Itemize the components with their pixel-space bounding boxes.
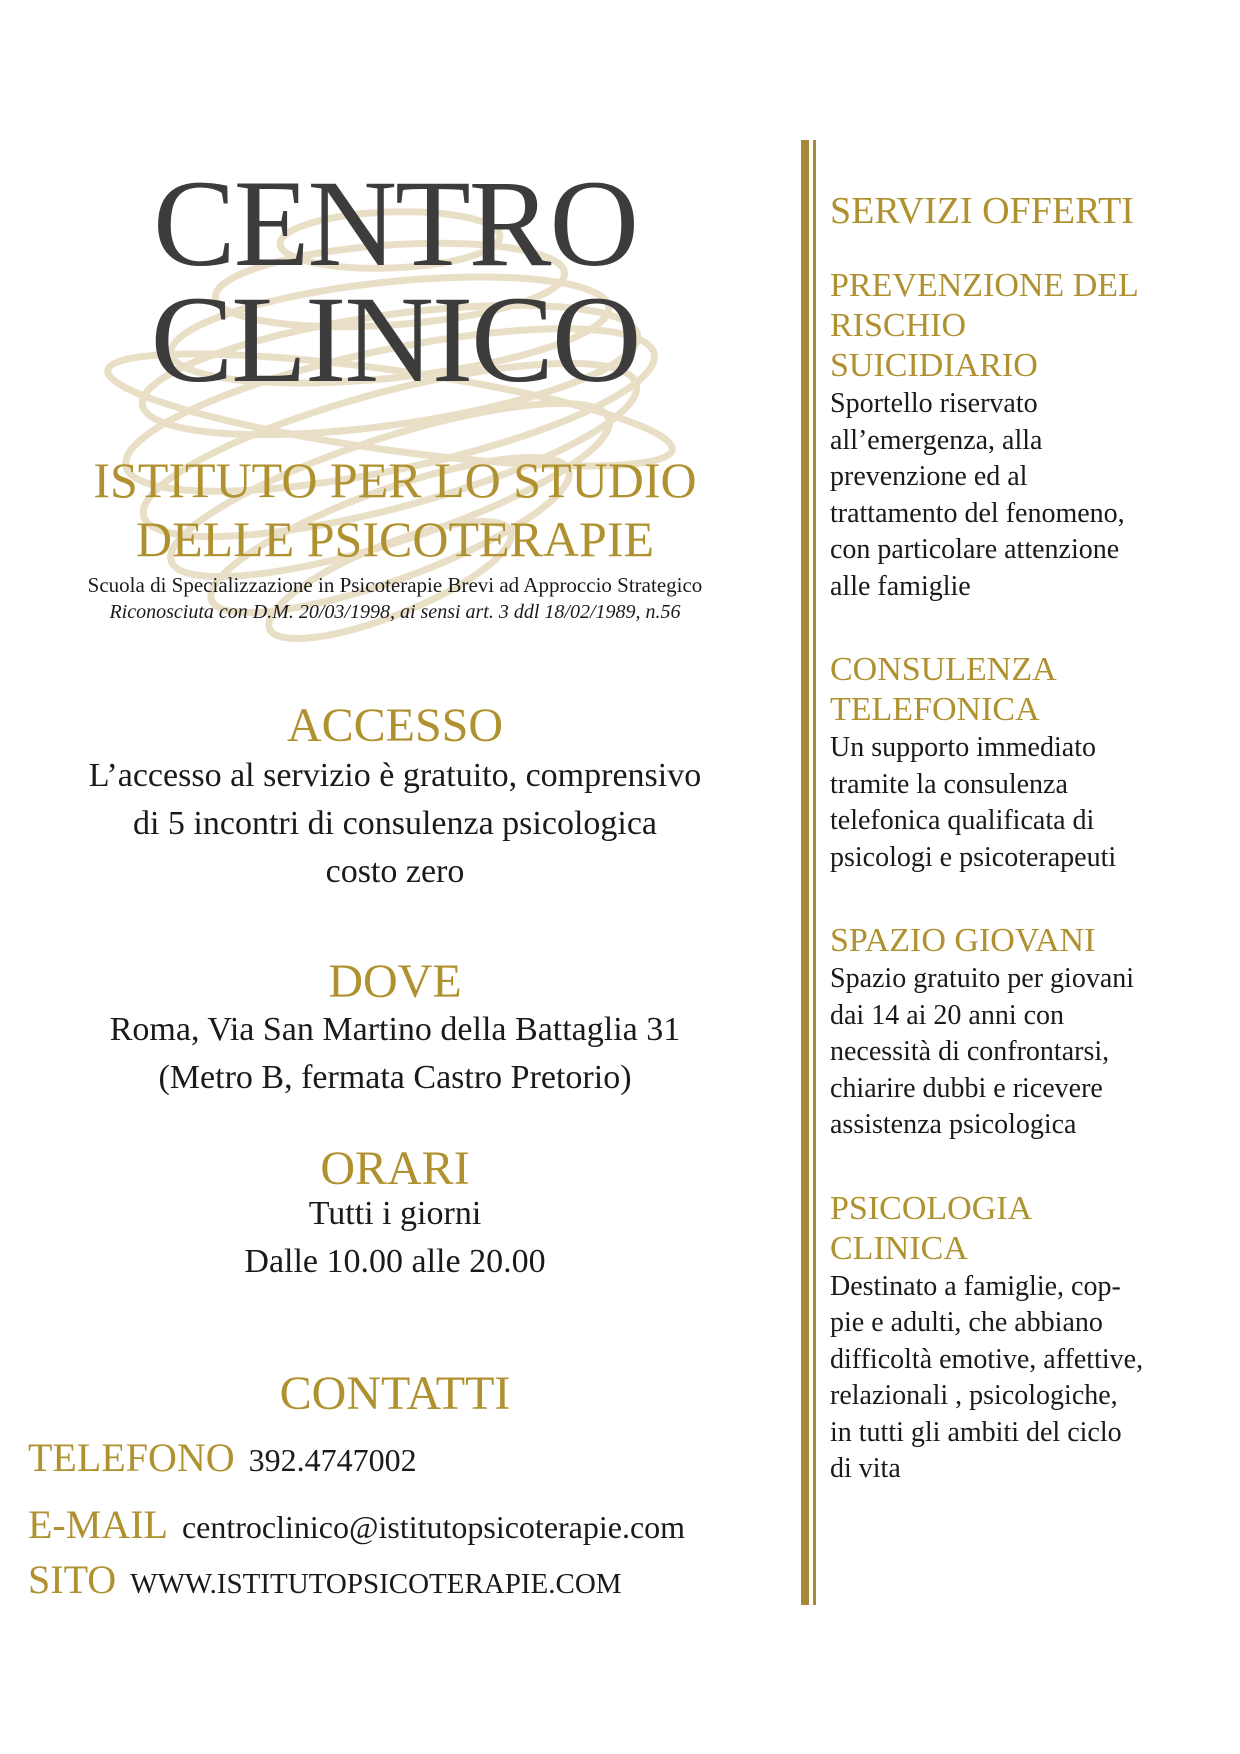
service-title — [830, 921, 1230, 961]
title-clinico: CLINICO — [150, 271, 640, 408]
recognition-note: Riconosciuta con D.M. 20/03/1998, ai sensi art. 3 ddl 18/02/1989, n.56 — [109, 601, 681, 623]
service-title-line: SPAZIO GIOVANI — [830, 922, 1096, 959]
service-desc-line: Destinato a famiglie, cop- — [830, 1270, 1121, 1302]
contact-website-row — [28, 1557, 622, 1602]
service-desc-line: dai 14 ai 20 anni con — [830, 999, 1065, 1031]
column-divider-thin — [813, 140, 816, 1605]
service-title — [830, 1189, 1230, 1269]
accesso-line: di 5 incontri di consulenza psicologica — [132, 805, 658, 842]
services-column — [830, 192, 1230, 1533]
phone-link[interactable]: 392.4747002 — [248, 1442, 417, 1478]
website-label: SITO — [28, 1557, 117, 1602]
contact-email-row — [28, 1502, 686, 1547]
institute-name-line2: DELLE PSICOTERAPIE — [135, 511, 655, 567]
services-title: SERVIZI OFFERTI — [830, 190, 1134, 232]
service-desc-line: trattamento del fenomeno, — [830, 497, 1125, 529]
contatti-heading: CONTATTI — [279, 1367, 511, 1420]
accesso-heading: ACCESSO — [286, 699, 504, 752]
service-desc-line: relazionali , psicologiche, — [830, 1380, 1118, 1411]
service-desc-line: chiarire dubbi e ricevere — [830, 1072, 1103, 1104]
service-desc-line: prevenzione ed al — [830, 461, 1028, 492]
service-desc-line: all’emergenza, alla — [830, 424, 1043, 456]
service-title — [830, 266, 1230, 386]
dove-heading: DOVE — [328, 955, 462, 1008]
phone-label: TELEFONO — [28, 1435, 235, 1480]
service-desc-line: di vita — [830, 1453, 901, 1484]
service-desc-line: con particolare attenzione — [830, 534, 1120, 565]
service-desc-line: necessità di confrontarsi, — [830, 1036, 1110, 1067]
orari-line: Tutti i giorni — [308, 1195, 482, 1232]
service-desc-line: in tutti gli ambiti del ciclo — [830, 1416, 1122, 1448]
service-title-line: RISCHIO — [830, 307, 967, 344]
institute-name-line1: ISTITUTO PER LO STUDIO — [93, 452, 697, 508]
service-desc-line: telefonica qualificata di — [830, 805, 1095, 836]
orari-heading: ORARI — [320, 1142, 470, 1195]
service-desc-line: Un supporto immediato — [830, 732, 1096, 763]
orari-line: Dalle 10.00 alle 20.00 — [244, 1243, 546, 1280]
accesso-line: L’accesso al servizio è gratuito, comprensivo — [88, 757, 702, 794]
service-description — [830, 730, 1230, 876]
service-description — [830, 386, 1230, 605]
service-description — [830, 961, 1230, 1144]
service-title-line: PSICOLOGIA — [830, 1189, 1033, 1227]
service-desc-line: alle famiglie — [830, 570, 971, 602]
accesso-line: costo zero — [325, 853, 465, 890]
contact-phone-row — [28, 1435, 417, 1480]
orari-text — [0, 1190, 790, 1286]
service-title-line: TELEFONICA — [830, 691, 1040, 728]
service-item-prevenzione — [830, 266, 1230, 605]
service-desc-line: difficoltà emotive, affettive, — [830, 1343, 1144, 1375]
service-item-psicologia-clinica — [830, 1189, 1230, 1488]
school-subtitle: Scuola di Specializzazione in Psicoterapie Brevi ad Approccio Strategico — [87, 573, 703, 597]
email-label: E-MAIL — [28, 1502, 168, 1547]
service-desc-line: assistenza psicologica — [830, 1109, 1077, 1140]
service-desc-line: tramite la consulenza — [830, 768, 1068, 800]
column-divider — [801, 140, 809, 1605]
service-desc-line: pie e adulti, che abbiano — [830, 1307, 1103, 1338]
dove-line: Roma, Via San Martino della Battaglia 31 — [109, 1011, 681, 1048]
service-item-consulenza — [830, 650, 1230, 876]
service-title-line: CONSULENZA — [830, 651, 1057, 688]
service-description — [830, 1269, 1230, 1488]
dove-text — [0, 1006, 790, 1102]
accesso-text — [0, 752, 790, 896]
service-desc-line: Spazio gratuito per giovani — [830, 963, 1135, 994]
service-title-line: PREVENZIONE DEL — [830, 267, 1139, 304]
service-title-line: CLINICA — [830, 1229, 968, 1267]
title-centro: CENTRO — [153, 155, 637, 292]
service-title-line: SUICIDIARIO — [830, 347, 1038, 384]
service-desc-line: psicologi e psicoterapeuti — [830, 841, 1117, 873]
service-title — [830, 650, 1230, 730]
service-desc-line: Sportello riservato — [830, 388, 1038, 419]
website-link[interactable]: WWW.ISTITUTOPSICOTERAPIE.COM — [130, 1568, 622, 1600]
dove-line: (Metro B, fermata Castro Pretorio) — [158, 1059, 632, 1096]
email-link[interactable]: centroclinico@istitutopsicoterapie.com — [181, 1509, 686, 1545]
service-item-spazio-giovani — [830, 921, 1230, 1144]
